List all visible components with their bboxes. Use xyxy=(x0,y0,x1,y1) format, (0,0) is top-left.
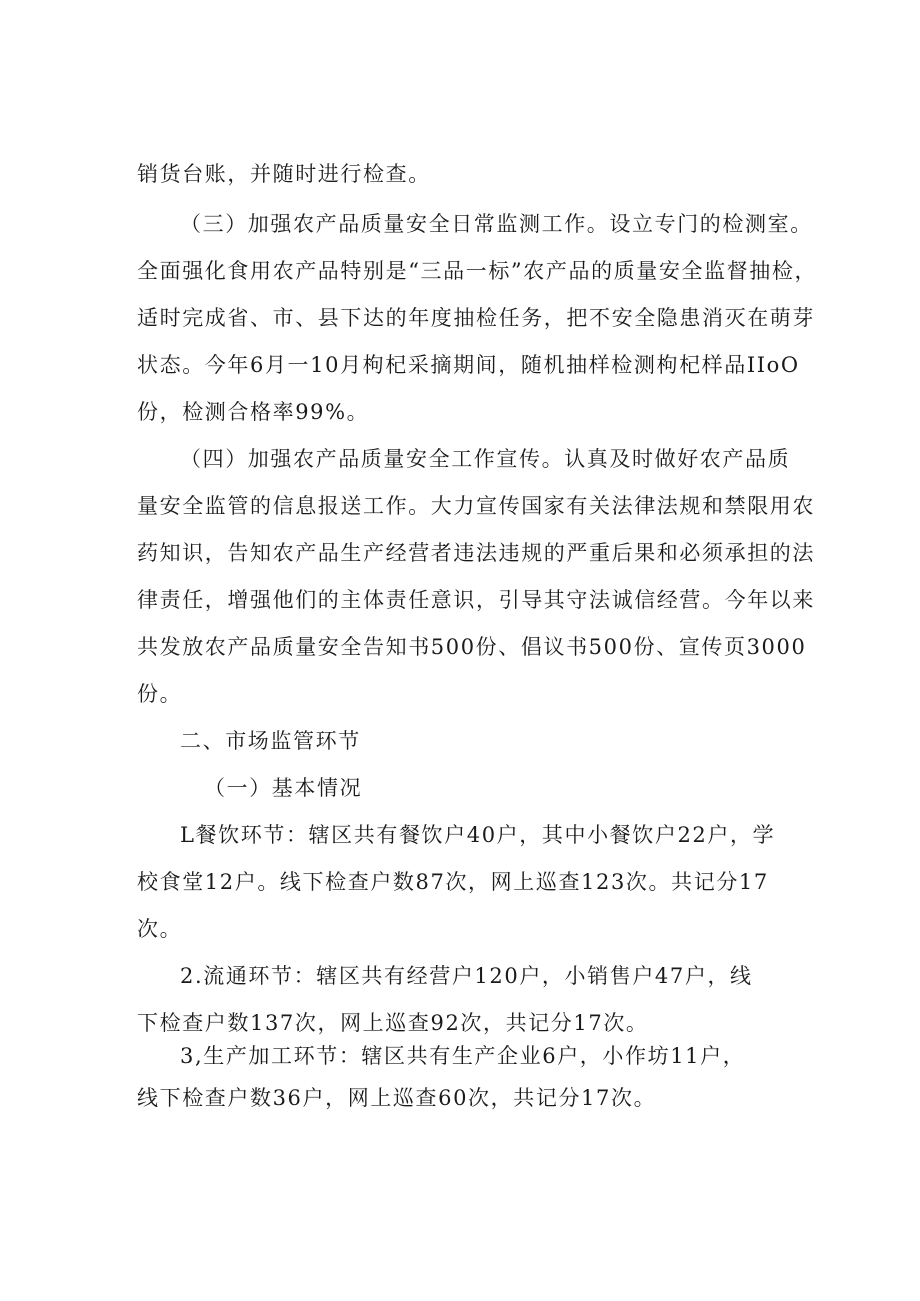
text-line: 校食堂12户。线下检查户数87次，网上巡查123次。共记分17 xyxy=(137,870,769,894)
text-line: 量安全监管的信息报送工作。大力宣传国家有关法律法规和禁限用农 xyxy=(137,494,815,518)
text-line: 律责任，增强他们的主体责任意识，引导其守法诚信经营。今年以来 xyxy=(137,588,815,612)
text-line: 状态。今年6月一10月枸杞采摘期间，随机抽样检测枸杞样品IIoO xyxy=(137,353,800,377)
text-line: 3,生产加工环节：辖区共有生产企业6户，小作坊11户， xyxy=(180,1044,746,1068)
text-line: （四）加强农产品质量安全工作宣传。认真及时做好农产品质 xyxy=(180,447,791,471)
text-line: L餐饮环节：辖区共有餐饮户40户，其中小餐饮户22户，学 xyxy=(180,823,776,847)
text-line: 适时完成省、市、县下达的年度抽检任务，把不安全隐患消灭在萌芽 xyxy=(137,306,815,330)
text-line: 共发放农产品质量安全告知书500份、倡议书500份、宣传页3000 xyxy=(137,635,807,659)
text-line: 份，检测合格率99%。 xyxy=(137,400,370,424)
subsection-heading: （一）基本情况 xyxy=(204,776,363,800)
section-heading: 二、市场监管环节 xyxy=(180,729,361,753)
text-line: 次。 xyxy=(137,917,183,941)
text-line: 药知识，告知农产品生产经营者违法违规的严重后果和必须承担的法 xyxy=(137,541,815,565)
text-line: 线下检查户数36户，网上巡查60次，共记分17次。 xyxy=(137,1086,657,1110)
text-line: 全面强化食用农产品特别是“三品一标”农产品的质量安全监督抽检， xyxy=(137,259,818,283)
text-line: 2.流通环节：辖区共有经营户120户，小销售户47户，线 xyxy=(180,964,753,988)
text-line: （三）加强农产品质量安全日常监测工作。设立专门的检测室。 xyxy=(180,212,813,236)
text-line: 下检查户数137次，网上巡查92次，共记分17次。 xyxy=(137,1011,649,1035)
text-line: 份。 xyxy=(137,682,183,706)
text-line: 销货台账，并随时进行检查。 xyxy=(137,162,431,186)
